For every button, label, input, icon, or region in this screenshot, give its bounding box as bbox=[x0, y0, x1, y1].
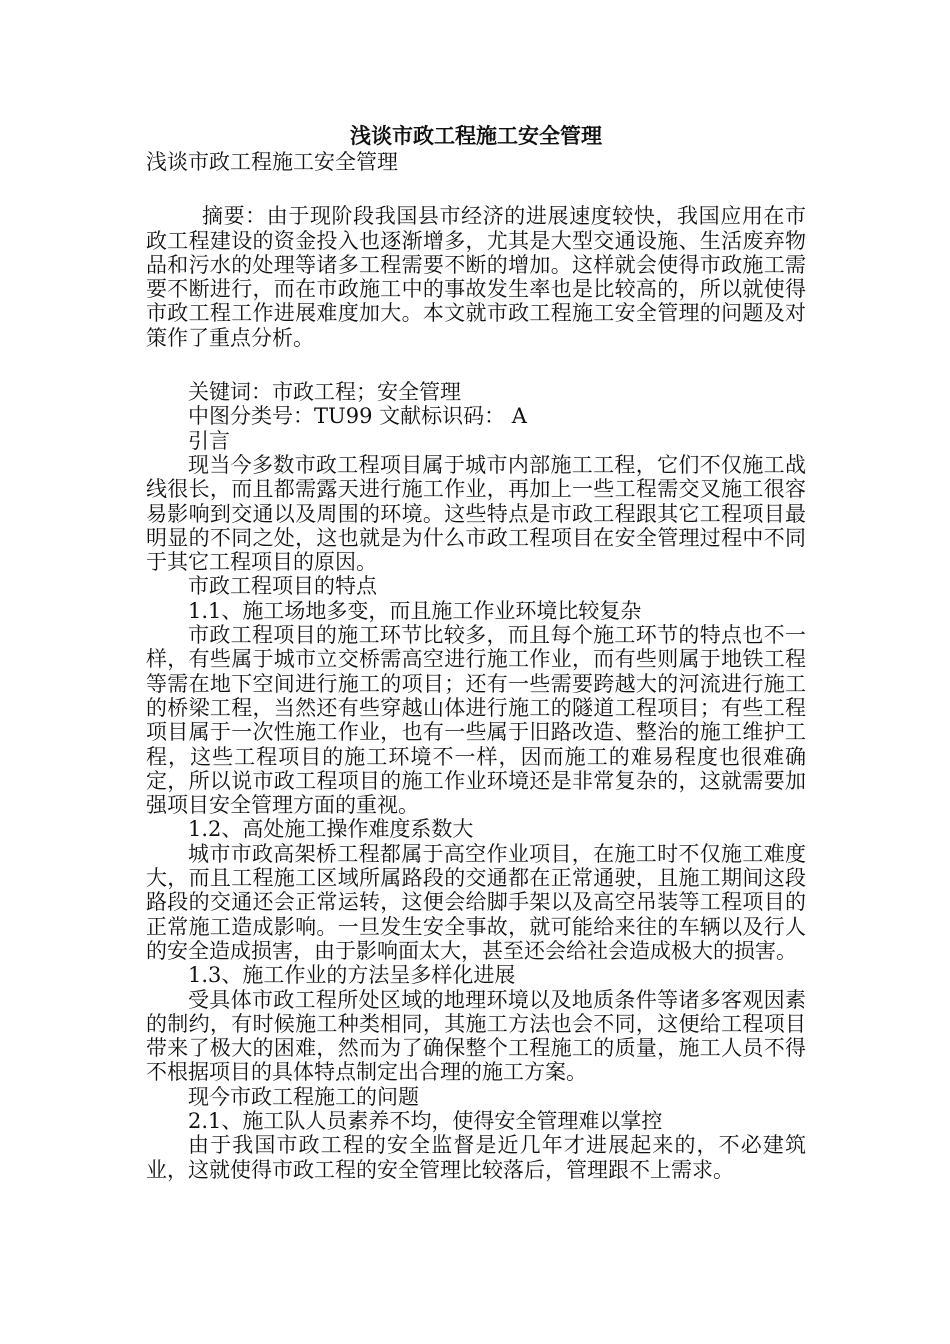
classification-line: 中图分类号：TU99 文献标识码： A bbox=[188, 404, 527, 429]
subsection-heading-2-1: 2.1、施工队人员素养不均，使得安全管理难以掌控 bbox=[188, 1108, 663, 1133]
section-heading-1: 市政工程项目的特点 bbox=[188, 574, 377, 599]
spacer bbox=[146, 174, 806, 204]
spacer bbox=[146, 350, 806, 380]
subsection-heading-1-3: 1.3、施工作业的方法呈多样化进展 bbox=[188, 963, 516, 988]
abstract-paragraph: 摘要：由于现阶段我国县市经济的进展速度较快，我国应用在市政工程建设的资金投入也逐渐增多，尤其是大型交通设施、生活废弃物品和污水的处理等诸多工程需要不断的增加。这样就会使得市政施工需要不断进行，而在市政施工中的事故发生率也是比较高的，所以就使得市政工程工作进展难度加大。本文就市政工程施工安全管理的问题及对策作了重点分析。 bbox=[146, 204, 806, 350]
subsection-heading-1-2: 1.2、高处施工操作难度系数大 bbox=[188, 817, 474, 842]
subsection-heading-1-1: 1.1、施工场地多变，而且施工作业环境比较复杂 bbox=[188, 598, 642, 623]
keywords-line: 关键词：市政工程；安全管理 bbox=[188, 380, 461, 405]
document-page bbox=[146, 122, 806, 1182]
section-heading-intro: 引言 bbox=[188, 428, 230, 453]
section-heading-2: 现今市政工程施工的问题 bbox=[188, 1084, 419, 1109]
document-title: 浅谈市政工程施工安全管理 bbox=[350, 123, 602, 148]
subsection-body-2-1: 由于我国市政工程的安全监督是近几年才进展起来的，不必建筑业，这就使得市政工程的安全管理比较落后，管理跟不上需求。 bbox=[146, 1133, 806, 1182]
section-body-intro: 现当今多数市政工程项目属于城市内部施工工程，它们不仅施工战线很长，而且都需露天进行施工作业，再加上一些工程需交叉施工很容易影响到交通以及周围的环境。这些特点是市政工程跟其它工程项目最明显的不同之处，这也就是为什么市政工程项目在安全管理过程中不同于其它工程项目的原因。 bbox=[146, 452, 806, 575]
subsection-body-1-2: 城市市政高架桥工程都属于高空作业项目，在施工时不仅施工难度大，而且工程施工区域所属路段的交通都在正常通驶，且施工期间这段路段的交通还会正常运转，这便会给脚手架以及高空吊装等工程项目的正常施工造成影响。一旦发生安全事故，就可能给来往的车辆以及行人的安全造成损害，由于影响面太大，甚至还会给社会造成极大的损害。 bbox=[146, 841, 806, 963]
subsection-body-1-1: 市政工程项目的施工环节比较多，而且每个施工环节的特点也不一样，有些属于城市立交桥需高空进行施工作业，而有些则属于地铁工程等需在地下空间进行施工的项目；还有一些需要跨越大的河流进行施工的桥梁工程，当然还有些穿越山体进行施工的隧道工程项目；有些工程项目属于一次性施工作业，也有一些属于旧路改造、整治的施工维护工程，这些工程项目的施工环境不一样，因而施工的难易程度也很难确定，所以说市政工程项目的施工作业环境还是非常复杂的，这就需要加强项目安全管理方面的重视。 bbox=[146, 623, 806, 818]
subsection-body-1-3: 受具体市政工程所处区域的地理环境以及地质条件等诸多客观因素的制约，有时候施工种类相同，其施工方法也会不同，这便给工程项目带来了极大的困难，然而为了确保整个工程施工的质量，施工人员不得不根据项目的具体特点制定出合理的施工方案。 bbox=[146, 987, 806, 1085]
document-subtitle: 浅谈市政工程施工安全管理 bbox=[146, 150, 398, 174]
